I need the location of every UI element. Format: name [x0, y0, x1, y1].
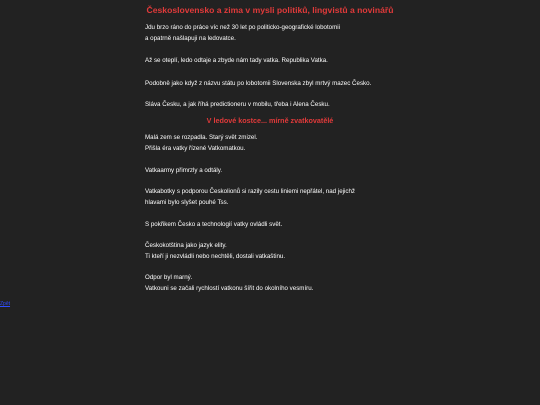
page-title: Československo a zima v mysli politiků, lingvistů a novinářů	[146, 5, 394, 15]
paragraph-line: Podobně jako když z názvu státu po lobotomii Slovenska zbyl mrtvý mazec Česko.	[145, 80, 372, 87]
paragraph-line: Přišla éra vatky řízené Vatkomatkou.	[145, 145, 246, 152]
paragraph-line: Až se oteplí, ledo odtaje a zbyde nám tady vatka. Republika Vatka.	[145, 57, 328, 64]
paragraph-line: Malá zem se rozpadla. Starý svět zmizel.	[145, 134, 258, 141]
paragraph-line: hlavami bylo slyšet pouhé Tss.	[145, 199, 229, 206]
paragraph-line: Sláva Česku, a jak říhá predictioneru v mobilu, třeba i Alena Česku.	[145, 101, 330, 108]
corner-link[interactable]: Zpět	[0, 301, 11, 307]
paragraph-line: Ti kteří ji nezvládli nebo nechtěli, dostali vatkaštinu.	[145, 253, 286, 260]
paragraph-line: a opatrně našlapuji na ledovatce.	[145, 35, 236, 42]
paragraph-line: Jdu brzo ráno do práce víc než 30 let po politicko-geografické lobotomii	[145, 24, 341, 31]
paragraph-line: S pokřikem Česko a technologií vatky ovládli svět.	[145, 221, 283, 228]
section-heading: V ledové kostce... mírně zvatkovatělé	[206, 116, 334, 125]
paragraph-line: Vatkaarmy přimrzly a odtály.	[145, 167, 223, 174]
paragraph-line: Odpor byl marný.	[145, 274, 193, 281]
paragraph-line: Českokotština jako jazyk elity.	[145, 242, 227, 249]
paragraph-line: Vatkouni se začali rychlostí vatkonu šířit do okolního vesmíru.	[145, 285, 314, 292]
paragraph-line: Vatkabotky s podporou Českolionů si razily cestu liniemi nepřátel, nad jejichž	[145, 188, 356, 195]
